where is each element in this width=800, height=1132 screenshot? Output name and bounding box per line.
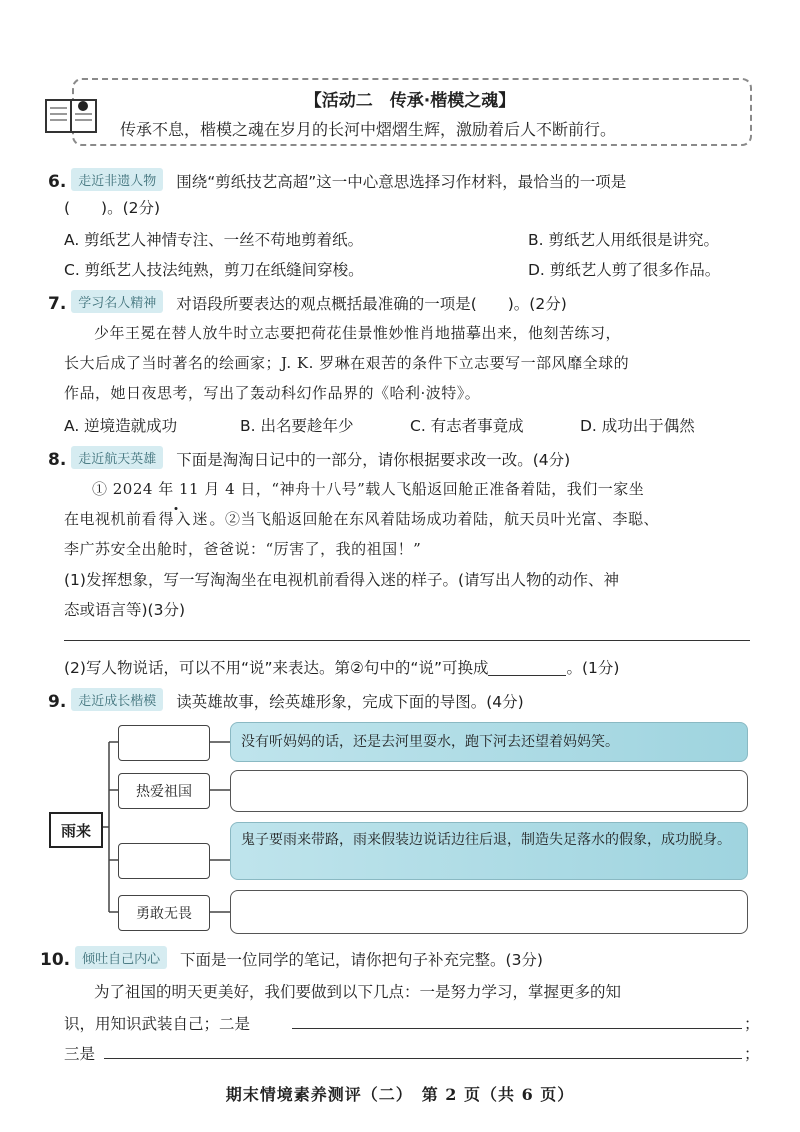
answer-line[interactable] <box>104 1058 742 1059</box>
story-box-blank[interactable] <box>230 890 748 934</box>
question-tag: 走近航天英雄 <box>71 446 163 469</box>
trait-label: 热爱祖国 <box>118 773 210 809</box>
subquestion-2-text: (2)写人物说话，可以不用“说”来表达。第②句中的“说”可换成 <box>64 659 489 677</box>
diary-text: 在电视机前 <box>64 510 142 528</box>
question-tag: 走近成长楷模 <box>71 688 163 711</box>
question-stem: 围绕“剪纸技艺高超”这一中心意思选择习作材料，最恰当的一项是 <box>176 173 627 191</box>
note-line: 为了祖国的明天更美好，我们要做到以下几点：一是努力学习，掌握更多的知 <box>94 983 622 1001</box>
semicolon: ； <box>744 1015 760 1033</box>
option-c: C. 剪纸艺人技法纯熟，剪刀在纸缝间穿梭。 <box>64 261 364 279</box>
question-number: 8. <box>48 450 67 470</box>
question-number: 7. <box>48 294 67 314</box>
question-tag: 倾吐自己内心 <box>75 946 167 969</box>
option-c: C. 有志者事竟成 <box>410 417 524 435</box>
story-box-blank[interactable] <box>230 770 748 812</box>
answer-line[interactable] <box>64 640 750 641</box>
answer-line[interactable] <box>292 1028 742 1029</box>
story-box: 鬼子要雨来带路，雨来假装边说话边往后退，制造失足落水的假象，成功脱身。 <box>230 822 748 880</box>
subquestion-1-cont: 态或语言等)(3分) <box>64 601 186 619</box>
question-stem: 读英雄故事，绘英雄形象，完成下面的导图。(4分) <box>176 693 524 711</box>
question-number: 9. <box>48 692 67 712</box>
answer-blank: ( )。(2分) <box>64 199 161 217</box>
subquestion-1: (1)发挥想象，写一写淘淘坐在电视机前看得入迷的样子。(请写出人物的动作、神 <box>64 571 620 589</box>
trait-label-blank[interactable] <box>118 725 210 761</box>
question-stem: 对语段所要表达的观点概括最准确的一项是( )。(2分) <box>176 295 567 313</box>
option-a: A. 逆境造就成功 <box>64 417 178 435</box>
option-d: D. 成功出于偶然 <box>580 417 695 435</box>
activity-title: 【活动二 传承·楷模之魂】 <box>304 91 516 111</box>
option-b: B. 剪纸艺人用纸很是讲究。 <box>528 231 719 249</box>
passage-line: 少年王冕在替人放牛时立志要把荷花佳景惟妙惟肖地描摹出来，他刻苦练习， <box>94 324 622 342</box>
question-stem: 下面是一位同学的笔记，请你把句子补充完整。(3分) <box>180 951 543 969</box>
page-footer: 期末情境素养测评（二） 第 2 页（共 6 页） <box>225 1085 575 1104</box>
trait-label-blank[interactable] <box>118 843 210 879</box>
answer-blank[interactable] <box>488 659 566 676</box>
diary-line: ① 2024 年 11 月 4 日，“神舟十八号”载人飞船返回舱正准备着陆，我们一家坐 <box>92 480 645 498</box>
score-text: 。(1分) <box>566 659 620 677</box>
subquestion-2 <box>64 656 619 678</box>
question-number: 10. <box>40 950 71 970</box>
question-10 <box>40 946 543 970</box>
option-a: A. 剪纸艺人神情专注、一丝不苟地剪着纸。 <box>64 231 364 249</box>
question-number: 6. <box>48 172 67 192</box>
question-6 <box>48 168 626 192</box>
note-line: 三是 <box>64 1045 96 1063</box>
question-tag: 走近非遗人物 <box>71 168 163 191</box>
question-9 <box>48 688 524 712</box>
note-line: 识，用知识武装自己；二是 <box>64 1015 251 1033</box>
passage-line: 长大后成了当时著名的绘画家；J. K. 罗琳在艰苦的条件下立志要写一部风靡全球的 <box>64 354 630 372</box>
activity-text: 传承不息，楷模之魂在岁月的长河中熠熠生辉，激励着后人不断前行。 <box>120 120 617 139</box>
story-box: 没有听妈妈的话，还是去河里耍水，跑下河去还望着妈妈笑。 <box>230 722 748 762</box>
semicolon: ； <box>744 1045 760 1063</box>
option-b: B. 出名要趁年少 <box>240 417 354 435</box>
diary-line <box>64 508 659 529</box>
diary-line: 李广苏安全出舱时，爸爸说：“厉害了，我的祖国！” <box>64 540 422 558</box>
diary-text: 。②当飞船返回舱在东风着陆场成功着陆，航天员叶光富、李聪、 <box>209 510 660 528</box>
question-7 <box>48 290 567 314</box>
question-tag: 学习名人精神 <box>71 290 163 313</box>
emphasis-text: 看得入迷 <box>141 510 210 528</box>
question-stem: 下面是淘淘日记中的一部分，请你根据要求改一改。(4分) <box>176 451 571 469</box>
mind-map-root: 雨来 <box>49 812 103 848</box>
question-8 <box>48 446 570 470</box>
trait-label: 勇敢无畏 <box>118 895 210 931</box>
passage-line: 作品，她日夜思考，写出了轰动科幻作品界的《哈利·波特》。 <box>64 384 481 402</box>
option-d: D. 剪纸艺人剪了很多作品。 <box>528 261 721 279</box>
